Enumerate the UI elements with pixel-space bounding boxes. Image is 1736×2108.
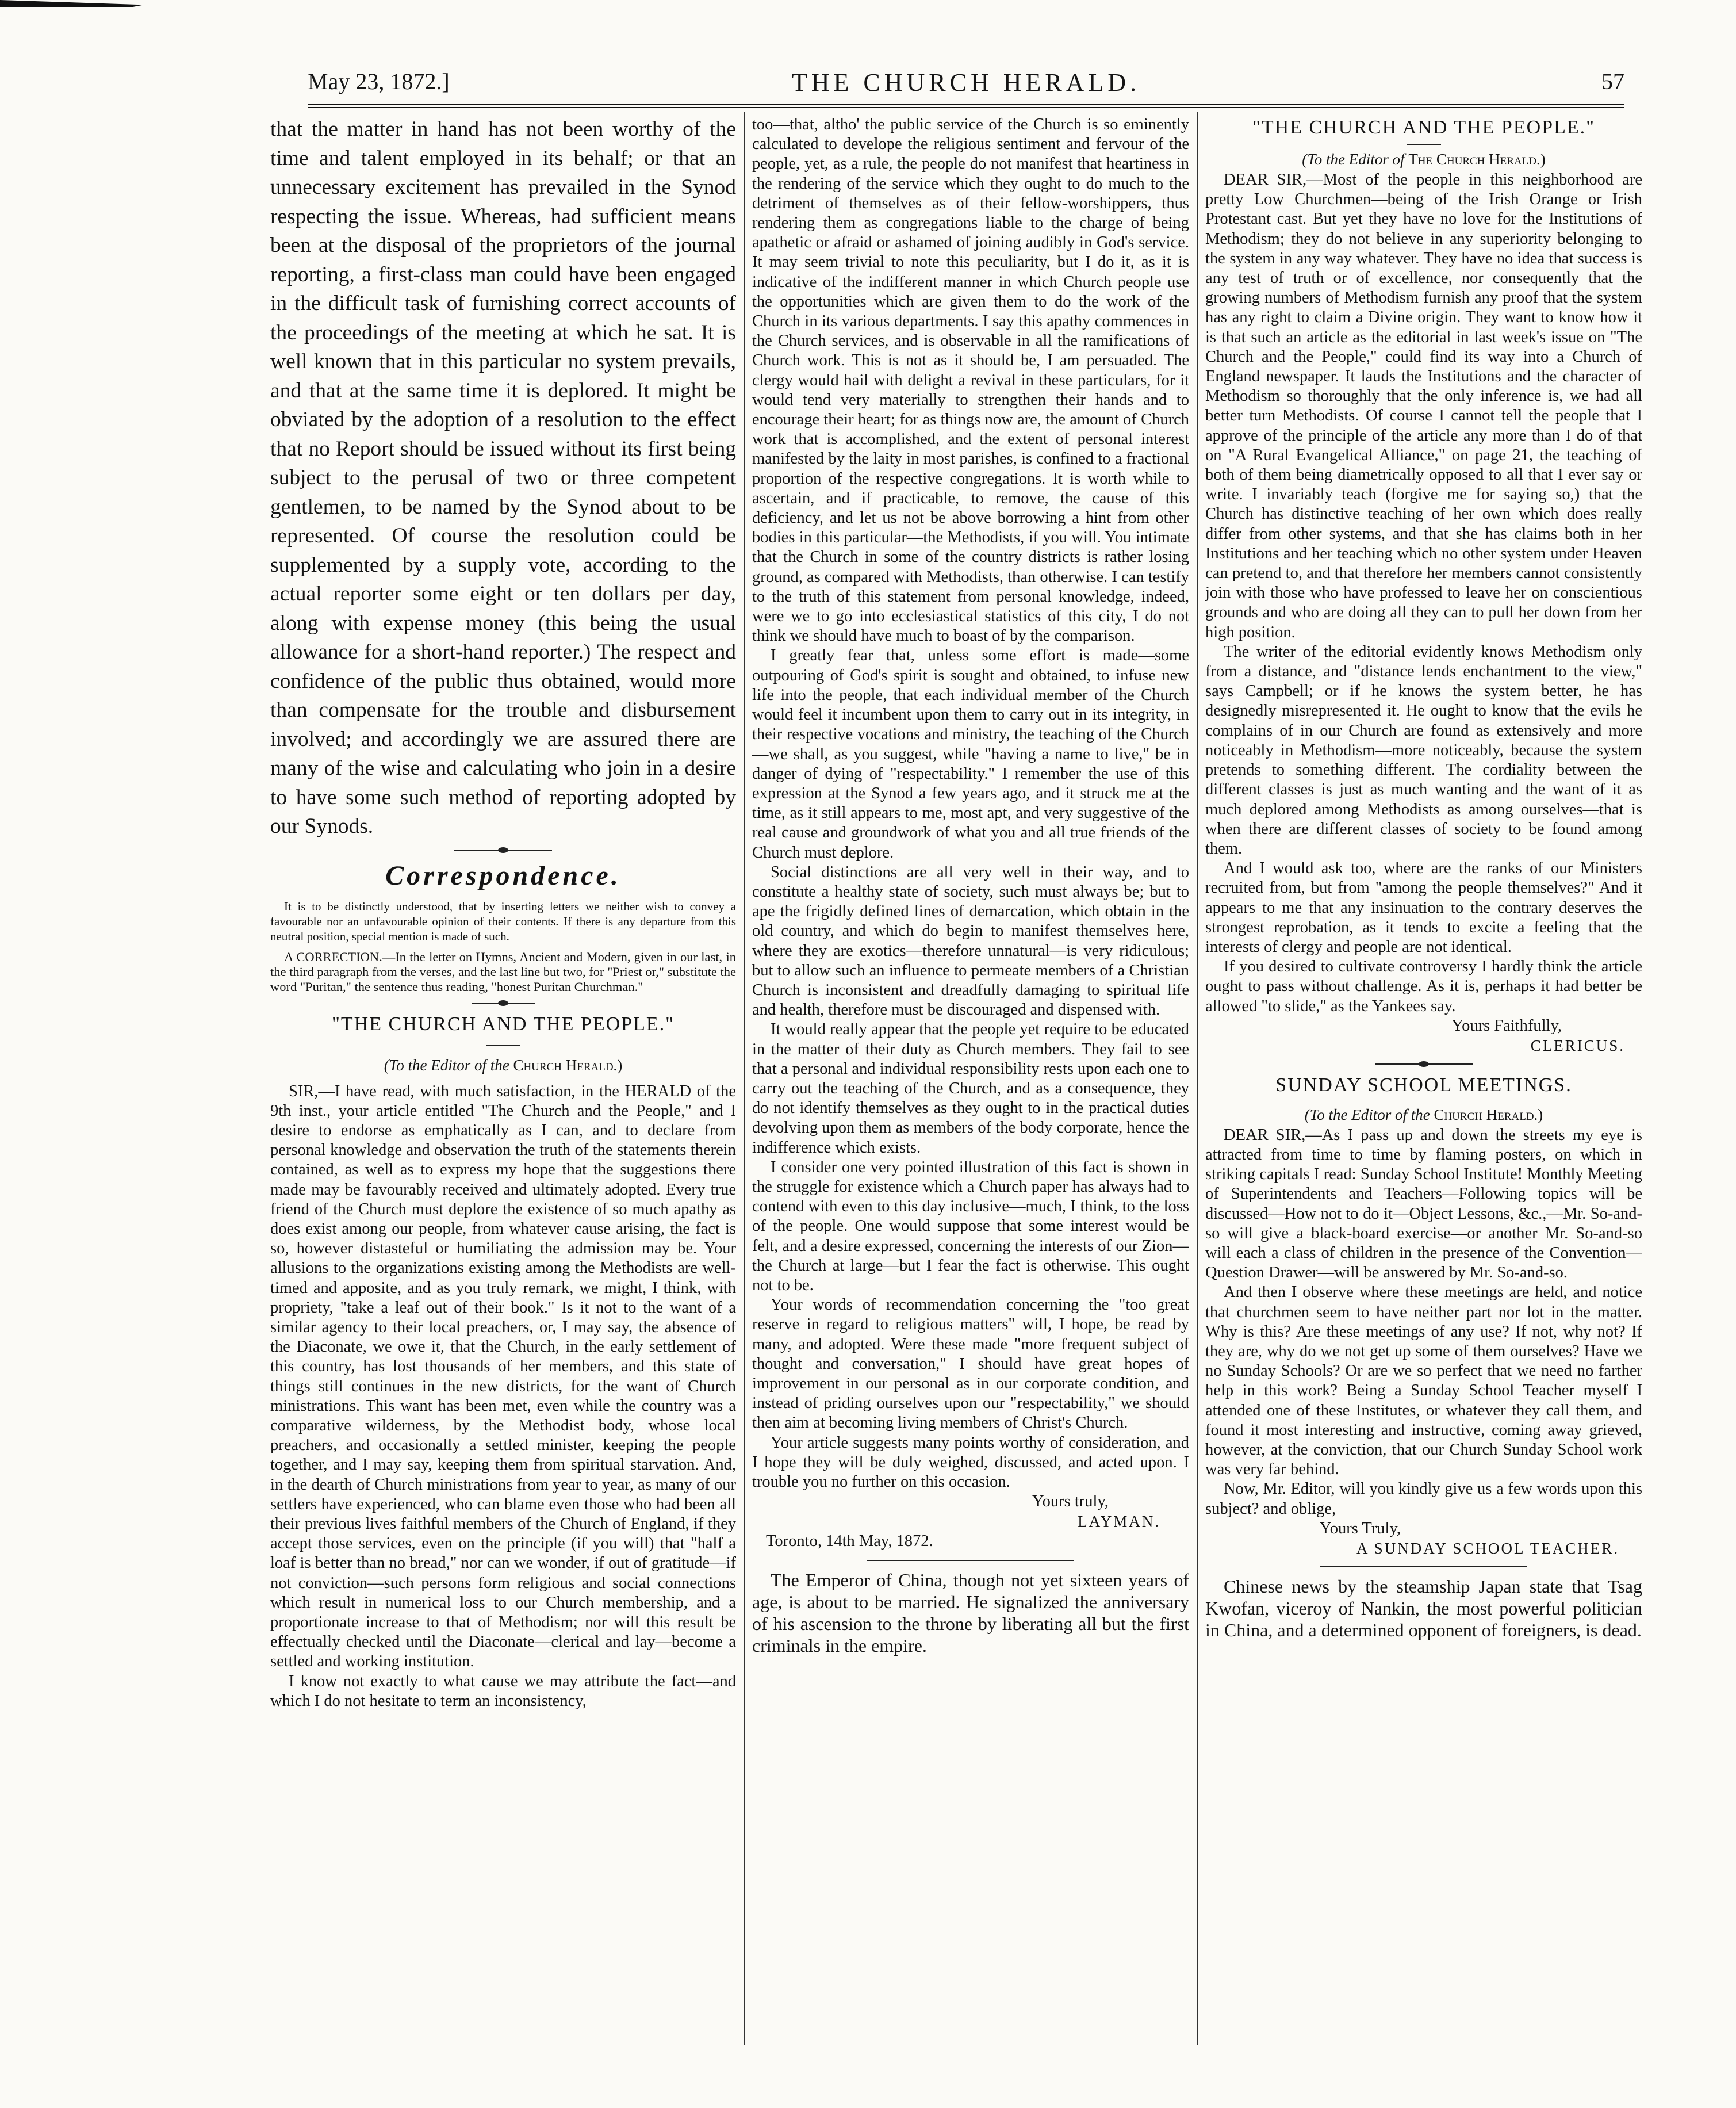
- letter-heading: "THE CHURCH AND THE PEOPLE.": [332, 1013, 675, 1035]
- letter-signature: A SUNDAY SCHOOL TEACHER.: [1356, 1539, 1619, 1557]
- letter-signature: LAYMAN.: [1078, 1513, 1160, 1531]
- section-ornament: [1375, 1061, 1473, 1067]
- letter-signature: CLERICUS.: [1530, 1036, 1625, 1054]
- letter-addressee: (To the Editor of the Church Herald.): [384, 1056, 623, 1074]
- letter-paragraph: SIR,—I have read, with much satisfaction, in the HERALD of the 9th inst., your article entitled "The Church and the People," and I desire to endorse as emphatically as I can, and to declare from personal knowledge and observation the truth of the statements therein contained, as well as to express my hope that the suggestions there made may be favourably received and ultimately adopted. Every true friend of the Church must deplore the existence of so much apathy as does exist among our people, from whatever cause arising, the fact is so, however distasteful or humiliating the admission may be. Your allusions to the organizations existing among the Methodists are well-timed and apposite, and as you truly remark, we might, I think, with propriety, "take a leaf out of their book." Is it not to the want of a similar agency to their local preachers, or, I may say, the absence of the Diaconate, we owe it, that the Church, in the early settlement of this country, has lost thousands of her members, and this state of things still continues in the new districts, for the want of Church ministrations. This want has been met, even while the country was a comparative wilderness, by the Methodist body, whose local preachers, and occasionally a settled minister, keeping the people together, and I may say, keeping them from spiritual starvation. And, in the dearth of Church ministrations from year to year, as many of our settlers have experienced, who can blame even those who had been all their previous lives faithful members of the Church of England, if they accept those services, even on the principle (if you will) that "half a loaf is better than no bread," nor can we wonder, if out of gratitude—if not conviction—such persons form religious and social connections which result in numerical loss to our Church membership, and a proportionate increase to that of Methodism; nor will this result be effectually checked until the Diaconate—clerical and lay—become a settled and working institution.: [270, 1082, 736, 1671]
- letter-dateline: Toronto, 14th May, 1872.: [766, 1532, 933, 1551]
- section-rule: [867, 1560, 1074, 1561]
- masthead-rule-thin: [308, 107, 1624, 108]
- letter-paragraph: Your words of recommendation concerning the "too great reserve in regard to religious matters" will, I hope, be read by many, and adopted. Were these made "more frequent subject of thought and conversation," I should have great hopes of improvement in our personal as in our corporate condition, and instead of priding ourselves upon our "respectability," we should then aim at becoming living members of Christ's Church.: [752, 1296, 1189, 1432]
- section-title-correspondence: Correspondence.: [385, 860, 621, 891]
- column-3: [1205, 115, 1642, 2071]
- news-item: Chinese news by the steamship Japan state that Tsag Kwofan, viceroy of Nankin, the most powerful politician in China, and a determined opponent of foreigners, is dead.: [1205, 1575, 1642, 1640]
- letter-paragraph: too—that, altho' the public service of the Church is so eminently calculated to develope the religious sentiment and fervour of the people, yet, as a rule, the people do not manifest that heartiness in the rendering of the service which they ought to do much to the detriment of themselves as of their fellow-worshippers, thus rendering them as congregations liable to the charge of being apathetic or afraid or ashamed of joining audibly in God's service. It may seem trivial to note this peculiarity, but I do it, as it is indicative of the indifferent manner in which Church people use the opportunities which are given them to do the work of the Church in its various departments. I say this apathy commences in the Church services, and is observable in all the ramifications of Church work. This is not as it should be, I am persuaded. The clergy would hail with delight a revival in these particulars, for it would tend very materially to strengthen their hands and to encourage their heart; for as things now are, the amount of Church work that is accomplished, and the extent of personal interest manifested by the laity in most parishes, is confined to a fractional proportion of the respective congregations. It is worth while to ascertain, and if practicable, to remove, the cause of this deficiency, and let us not be above borrowing a hint from other bodies in this particular—the Methodists, if you will. You intimate that the Church in some of the country districts is rather losing ground, as compared with Methodists, than otherwise. I can testify to the truth of this statement from personal knowledge, indeed, were we to go into ecclesiastical statistics of this city, I do not think we should have much to boast of by the comparison.: [752, 116, 1189, 645]
- section-ornament: [454, 847, 552, 853]
- news-item: The Emperor of China, though not yet sixteen years of age, is about to be married. He signalized the anniversary of his ascension to the throne by liberating all but the first criminals in the empire.: [752, 1570, 1189, 1656]
- column-2: [752, 115, 1189, 2071]
- letter-paragraph: DEAR SIR,—As I pass up and down the streets my eye is attracted from time to time by flaming posters, on which in striking capitals I read: Sunday School Institute! Monthly Meeting of Superintendents and Teachers—Following topics will be discussed—How not to do it—Object Lessons, &c.,—Mr. So-and-so will give a black-board exercise—or another Mr. So-and-so will each a class of children in the presence of the Convention—Question Drawer—will be answered by Mr. So-and-so.: [1205, 1126, 1642, 1282]
- letter-paragraph: It would really appear that the people yet require to be educated in the matter of their duty as Church members. They fail to see that a personal and individual responsibility rests upon each one to carry out the teaching of the Church, and as a consequence, they do not identify themselves as they ought to in the practical duties devolving upon them as members of the body corporate, hence the indifference which exists.: [752, 1020, 1189, 1157]
- letter-paragraph: I consider one very pointed illustration of this fact is shown in the struggle for existence which a Church paper has always had to contend with even to this day inclusive—much, I think, to the loss of the people. One would suppose that some interest would be felt, and a desire expressed, concerning the interests of our Zion—the Church at large—but I fear the fact is otherwise. This ought not to be.: [752, 1158, 1189, 1294]
- letter-closing: Yours truly,: [1032, 1493, 1109, 1511]
- letter-heading-sunday-school: SUNDAY SCHOOL MEETINGS.: [1275, 1074, 1572, 1096]
- letter-closing: Yours Faithfully,: [1451, 1016, 1562, 1035]
- letter-paragraph: If you desired to cultivate controversy I hardly think the article ought to pass without challenge. As it is, perhaps it had better be allowed "to slide," as the Yankees say.: [1205, 958, 1642, 1015]
- page-corner-mark: [0, 0, 144, 24]
- divider-ornament: [472, 1000, 535, 1006]
- letter-paragraph: And I would ask too, where are the ranks of our Ministers recruited from, but from "among the people themselves?" And it appears to me that any insinuation to the contrary deserves the strongest reprobation, as it tends to excite a feeling that the interests of clergy and people are not identical.: [1205, 859, 1642, 956]
- correction-notice: A CORRECTION.—In the letter on Hymns, Ancient and Modern, given in our last, in the third paragraph from the verses, and the last line but two, for "Priest or," substitute the word "Puritan," the sentence thus reading, "honest Puritan Churchman.": [270, 949, 736, 994]
- letter-paragraph: Your article suggests many points worthy of consideration, and I hope they will be duly weighed, discussed, and acted upon. I trouble you no further on this occasion.: [752, 1433, 1189, 1491]
- page-number: 57: [1601, 68, 1624, 94]
- letter-paragraph: The writer of the editorial evidently knows Methodism only from a distance, and "distance lends enchantment to the view," says Campbell; or if he knows the system better, he has designedly misrepresented it. He ought to know that the evils he complains of in our Church are found as extensively and more noticeably in Methodism—more noticeably, because the system pretends to something different. The cordiality between the different classes is just as much wanting and the want of it as much deplored among Methodists as among ourselves—that is when there are different classes of society to be found among them.: [1205, 642, 1642, 858]
- letter-closing: Yours Truly,: [1319, 1519, 1401, 1537]
- letter-paragraph: Now, Mr. Editor, will you kindly give us a few words upon this subject? and oblige,: [1205, 1480, 1642, 1518]
- column-divider: [744, 112, 745, 2045]
- letter-paragraph: DEAR SIR,—Most of the people in this neighborhood are pretty Low Churchmen—being of the Irish Orange or Irish Protestant cast. But yet they have no love for the Institutions of Methodism; they do not believe in any superiority belonging to the system in any way whatever. They have no idea that success is any test of truth or of excellence, nor consequently that the growing numbers of Methodism furnish any proof that the system has any right to claim a Divine origin. They want to know how it is that such an article as the editorial in last week's issue on "The Church and the People," could find its way into a Church of England newspaper. It lauds the Institutions and the character of Methodism so thoroughly that the only inference is, we had all better turn Methodists. Of course I cannot tell the people that I approve of the principle of the article any more than I do of that on "A Rural Evangelical Alliance," on page 21, the teaching of both of them being diametrically opposed to all that I ever say or write. I invariably teach (forgive me for saying so,) that the Church has distinctive teaching of her own which does really differ from other systems, and that she has claims both in her Institutions and her teaching which no other system under Heaven can pretend to, and that therefore her members cannot consistently join with those who have professed to leave her on conscientious grounds and who are doing all they can to pull her down from her high position.: [1205, 171, 1642, 641]
- letter-paragraph: I know not exactly to what cause we may attribute the fact—and which I do not hesitate to term an inconsistency,: [270, 1672, 736, 1710]
- letter-paragraph: Social distinctions are all very well in their way, and to constitute a healthy state of society, such must always be; but to ape the frigidly defined lines of demarcation, which obtain in the old country, and which do begin to manifest themselves here, where they are exotics—therefore unnatural—is very ridiculous; but to allow such an influence to permeate members of a Christian Church is inconsistent and dreadfully damaging to spiritual life and health, therefore must be discouraged and dispensed with.: [752, 863, 1189, 1019]
- editorial-notice: It is to be distinctly understood, that by inserting letters we neither wish to convey a favourable nor an unfavourable opinion of their contents. If there is any departure from this neutral position, special mention is made of such.: [270, 899, 736, 943]
- column-divider: [1197, 112, 1198, 2045]
- letter-addressee: (To the Editor of the Church Herald.): [1304, 1105, 1543, 1123]
- column-1: [270, 115, 736, 2071]
- article-continuation: that the matter in hand has not been worthy of the time and talent employed in its behalf; or that an unnecessary excitement has prevailed in the Synod respecting the issue. Whereas, had sufficient means been at the disposal of the proprietors of the journal reporting, a first-class man could have been engaged in the difficult task of furnishing correct accounts of the proceedings of the meeting at which he sat. It is well known that in this particular no system prevails, and that at the same time it is deplored. It might be obviated by the adoption of a resolution to the effect that no Report should be issued without its first being subject to the perusal of two or three competent gentlemen, to be named by the Synod about to be represented. Of course the resolution could be supplemented by a supply vote, according to the actual reporter some eight or ten dollars per day, along with expense money (this being the usual allowance for a short-hand reporter.) The respect and confidence of the public thus obtained, would more than compensate for the trouble and disbursement involved; and accordingly we are assured there are many of the wise and calculating who join in a desire to have some such method of reporting adopted by our Synods.: [270, 117, 736, 838]
- letter-paragraph: And then I observe where these meetings are held, and notice that churchmen seem to have neither part nor lot in the matter. Why is this? Are these meetings of any use? If not, why not? If they are, why do we not get up some of them ourselves? Have we no Sunday Schools? Or are we so perfect that we need no farther help in this work? Being a Sunday School Teacher myself I attended one of these Institutes, or whatever they call them, and found it most interesting and instructive, coming away grieved, however, at the conviction, that our Church Sunday School work was very far behind.: [1205, 1283, 1642, 1479]
- masthead-rule: [308, 104, 1624, 105]
- short-rule: [486, 1045, 520, 1046]
- newspaper-title: THE CHURCH HERALD.: [791, 68, 1141, 97]
- issue-date: May 23, 1872.]: [308, 68, 450, 94]
- letter-paragraph: I greatly fear that, unless some effort is made—some outpouring of God's spirit is sought and obtained, to infuse new life into the people, that each individual member of the Church would feel it incumbent upon them to carry out in its integrity, in their respective vocations and ministry, the teaching of the Church—we shall, as you suggest, while "having a name to live," be in danger of dying of "respectability." I remember the use of this expression at the Synod a few years ago, and it struck me at the time, as it still appears to me, most apt, and very suggestive of the real cause and groundwork of what you and all true friends of the Church must deplore.: [752, 646, 1189, 862]
- masthead: [308, 68, 1624, 102]
- short-rule: [1407, 144, 1441, 145]
- section-rule: [1320, 1566, 1527, 1567]
- letter-heading: "THE CHURCH AND THE PEOPLE.": [1252, 117, 1595, 138]
- letter-addressee: (To the Editor of The Church Herald.): [1302, 151, 1546, 168]
